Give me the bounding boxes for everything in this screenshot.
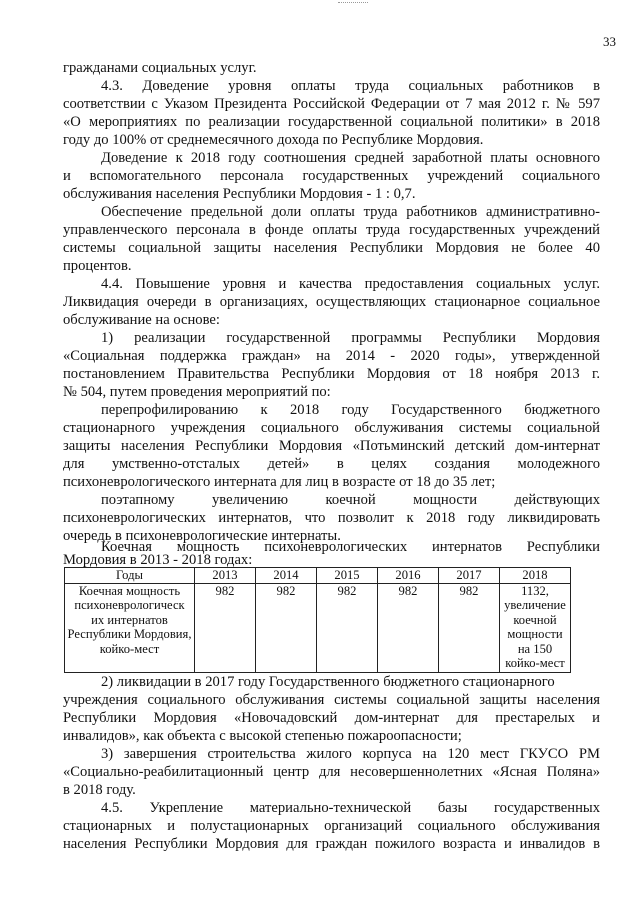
text-line: 4.4. Повышение уровня и качества предоставления социальных услуг. xyxy=(101,276,600,292)
text-line: для умственно-отсталых детей» в целях создания молодежного xyxy=(63,456,600,472)
table-cell: 982 xyxy=(439,583,500,672)
table-header-cell: 2016 xyxy=(378,568,439,584)
table-header-cell: 2018 xyxy=(500,568,571,584)
scan-mark xyxy=(338,2,368,7)
text-line: году до 100% от среднемесячного дохода по Республике Мордовия. xyxy=(63,132,484,148)
text-line: 2) ликвидации в 2017 году Государственного бюджетного стационарного xyxy=(101,674,555,690)
text-line: Доведение к 2018 году соотношения средней заработной платы основного xyxy=(101,150,600,166)
text-line: обслуживание на основе: xyxy=(63,312,220,328)
text-line: Республики Мордовия «Новочадовский дом-интернат для престарелых и xyxy=(63,710,600,726)
page-number: 33 xyxy=(603,34,616,49)
text-line: Мордовия в 2013 - 2018 годах: xyxy=(63,552,253,568)
text-line: управленческого персонала в фонде оплаты труда государственных учреждений xyxy=(63,222,600,238)
text-line: 1) реализации государственной программы Республики Мордовия xyxy=(101,330,600,346)
table-header-cell: 2015 xyxy=(317,568,378,584)
table-header-cell: Годы xyxy=(65,568,195,584)
table-header-cell: 2017 xyxy=(439,568,500,584)
text-line: психоневрологического интерната для лиц в возрасте от 18 до 35 лет; xyxy=(63,474,496,490)
table-header-row xyxy=(65,568,571,584)
text-line: Обеспечение предельной доли оплаты труда работников административно- xyxy=(101,204,600,220)
text-line: защиты населения Республики Мордовия «Потьминский детский дом-интернат xyxy=(63,438,600,454)
text-line: инвалидов», как объекта с высокой степенью пожароопасности; xyxy=(63,728,462,744)
table-cell: 982 xyxy=(195,583,256,672)
text-line: процентов. xyxy=(63,258,132,274)
text-line: 3) завершения строительства жилого корпуса на 120 мест ГКУСО РМ xyxy=(101,746,600,762)
table-cell: 982 xyxy=(378,583,439,672)
text-line: «Социально-реабилитационный центр для несовершеннолетних «Ясная Поляна» xyxy=(63,764,600,780)
text-line: соответствии с Указом Президента Российской Федерации от 7 мая 2012 г. № 597 xyxy=(63,96,600,112)
text-line: 4.5. Укрепление материально-технической базы государственных xyxy=(101,800,600,816)
text-line: и вспомогательного персонала государственных учреждений социального xyxy=(63,168,600,184)
text-line: поэтапному увеличению коечной мощности действующих xyxy=(101,492,600,508)
table-header-cell: 2013 xyxy=(195,568,256,584)
table-row-label: Коечная мощность психоневрологическ их интернатов Республики Мордовия, койко-мест xyxy=(65,583,195,672)
text-line: стационарных и полустационарных организаций социального обслуживания xyxy=(63,818,600,834)
text-line: 4.3. Доведение уровня оплаты труда социальных работников в xyxy=(101,78,600,94)
table-cell: 982 xyxy=(256,583,317,672)
table-cell: 982 xyxy=(317,583,378,672)
text-line: Ликвидация очереди в организациях, осуществляющих стационарное социальное xyxy=(63,294,600,310)
text-line: системы социальной защиты населения Республики Мордовия не более 40 xyxy=(63,240,600,256)
text-line: № 504, путем проведения мероприятий по: xyxy=(63,384,331,400)
text-line: населения Республики Мордовия для граждан пожилого возраста и инвалидов в xyxy=(63,836,600,852)
text-line: гражданами социальных услуг. xyxy=(63,60,257,76)
text-line: в 2018 году. xyxy=(63,782,136,798)
text-line: стационарного учреждения социального обслуживания системы социальной xyxy=(63,420,600,436)
table-header-cell: 2014 xyxy=(256,568,317,584)
text-line: психоневрологических интернатов, что позволит к 2018 году ликвидировать xyxy=(63,510,600,526)
table-cell: 1132, увеличение коечной мощности на 150 койко-мест xyxy=(500,583,571,672)
text-line: учреждения социального обслуживания системы социальной защиты населения xyxy=(63,692,600,708)
text-line: перепрофилированию к 2018 году Государственного бюджетного xyxy=(101,402,600,418)
text-line: Коечная мощность психоневрологических интернатов Республики xyxy=(101,539,600,555)
text-line: очередь в психоневрологические интернаты. xyxy=(63,528,341,544)
table-row xyxy=(65,583,571,672)
bed-capacity-table xyxy=(64,567,571,673)
text-line: «Социальная поддержка граждан» на 2014 - 2020 годы», утвержденной xyxy=(63,348,600,364)
text-line: обслуживания населения Республики Мордовия - 1 : 0,7. xyxy=(63,186,416,202)
text-line: постановлением Правительства Республики Мордовия от 18 ноября 2013 г. xyxy=(63,366,600,382)
text-line: «О мероприятиях по реализации государственной социальной политики» в 2018 xyxy=(63,114,600,130)
